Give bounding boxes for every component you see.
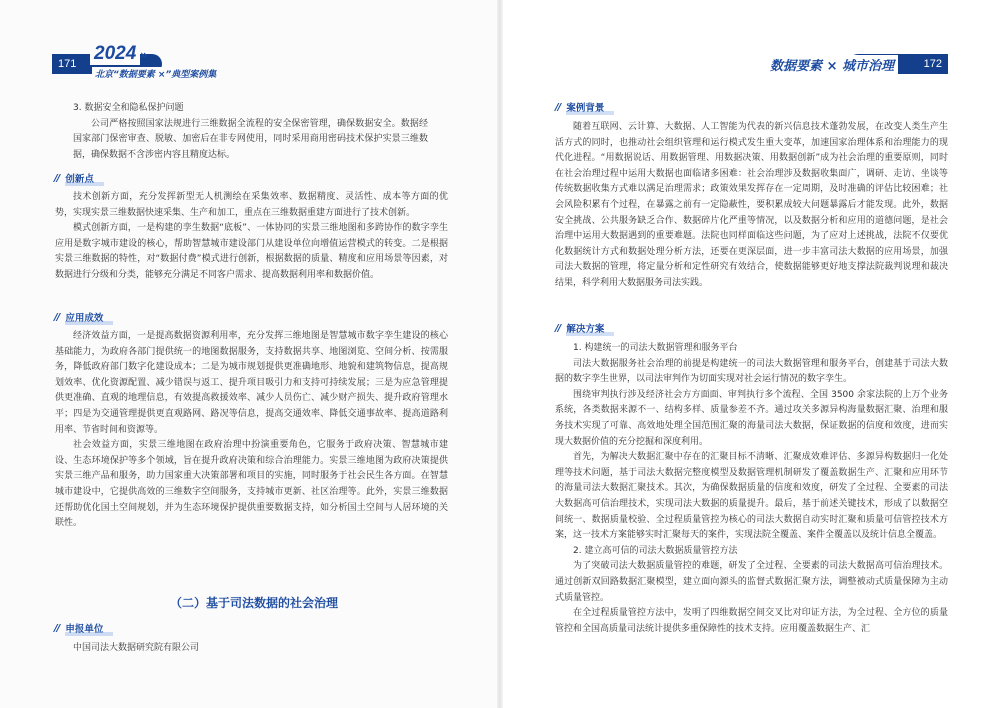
paragraph: 随着互联网、云计算、大数据、人工智能为代表的新兴信息技术蓬勃发展，在改变人类生产生活方式的同时，也推动社会组织管理和运行模式发生重大变革，加速国家治理体系和治理能力的现代化进程。“用数据说话、用数据管理、用数据决策、用数据创新”成为社会治理的重要原则，同时在社会治理过程中运用大数据也面临诸多困难：社会治理涉及数据收集面广，调研、走访、坐谈等传统数据收集方式难以满足治理需求；政策效果发挥存在一定周期，及时准确的评估比较困难；社会风险积累有个过程，在暴露之前有一定隐蔽性，要积累成较大问题暴露后才能发现。此外，数据安全挑战、公共服务缺乏合作、数据碎片化严重等情况，以及数据分析和应用的道德问题，是社会治理中运用大数据遇到的重要难题。法院也同样面临这些问题，为了应对上述挑战，法院不仅要优化数据统计方式和数据处理分析方法，还要在更深层面，进一步丰富司法大数据的应用场景，加强司法大数据的管理，将定量分析和定性研究有效结合，使数据能够更好地支撑法院裁判说理和裁决结果，科学利用大数据服务司法实践。 [555, 122, 948, 288]
header-section-title: 数据要素 × 城市治理 [766, 55, 898, 74]
paragraph: 技术创新方面，充分发挥新型无人机测绘在采集效率、数据精度、灵活性、成本等方面的优势，实现实景三维数据快速采集、生产和加工，重点在三维数据重建方面进行了技术创新。 [55, 192, 448, 218]
section-label-innovation: // 创新点 [54, 171, 104, 185]
header-book-title: 北京“数据要素 ×”典型案例集 [92, 67, 219, 80]
security-block [73, 101, 428, 163]
slash-marker-icon: // [555, 101, 561, 113]
subheading: 1. 构建统一的司法大数据管理和服务平台 [573, 343, 738, 353]
applicant-name: 中国司法大数据研究院有限公司 [73, 643, 200, 653]
slash-marker-icon: // [54, 311, 60, 323]
innovation-block [55, 190, 448, 284]
book-spine-shadow [497, 0, 503, 708]
paragraph: 公司严格按照国家法规进行三维数据全流程的安全保密管理，确保数据安全。数据经国家部门保密审查、脱敏、加密后在非专网使用，同时采用商用密码技术保护实景三维数据，确保数据不含涉密内容且精度达标。 [73, 118, 428, 160]
solution-block [555, 341, 948, 637]
applicant-block [73, 641, 433, 657]
slash-marker-icon: // [54, 172, 60, 184]
slash-marker-icon: // [54, 622, 60, 634]
paragraph: 围绕审判执行涉及经济社会方方面面、审判执行多个流程、全国 3500 余家法院的上万个业务系统，各类数据来源不一、结构多样、质量参差不齐。通过攻关多源异构海量数据汇聚、治理和服务技术实现了可靠、高效地处理全国范围汇聚的海量司法大数据，保证数据的信度和效度，进而实现大数据价值的充分挖掘和深度利用。 [555, 389, 948, 447]
subheading: 3. 数据安全和隐私保护问题 [73, 103, 184, 113]
paragraph: 模式创新方面，一是构建的孪生数据“底板”、一体协同的实景三维地图和多跨协作的数字孪生应用是数字城市建设的核心，帮助智慧城市建设部门从建设单位向增值运营模式的转变。二是根据实景三维数据的特性，对“数据付费”模式进行创新，根据数据的质量、精度和应用场景等因素，对数据进行分级和分类，能够充分满足不同客户需求、提高数据利用率和数据价值。 [55, 223, 448, 280]
paragraph: 经济效益方面，一是提高数据资源利用率，充分发挥三维地图是智慧城市数字孪生建设的核心基础能力，为政府各部门提供统一的地图数据服务，支持数据共享、地图浏览、空间分析、按需服务，降低政府部门数字化建设成本；二是为城市规划提供更准确地形、地貌和建筑物信息，提高规划效率、优化资源配置、减少错误与返工、提升项目吸引力和支持可持续发展；三是为应急管理提供更准确、直观的地理信息，有效提高救援效率、减少人员伤亡、减少财产损失、提升政府管理水平；四是为交通管理提供更直观路网、路况等信息，提高交通效率、降低交通事故率、提高道路利用率、节省时间和资源等。 [55, 331, 448, 435]
paragraph: 首先，为解决大数据汇聚中存在的汇聚目标不清晰、汇聚成效难评估、多源异构数据归一化处理等技术问题，基于司法大数据完整度模型及数据管理机制研发了覆盖数据生产、汇聚和应用环节的海量司法大数据汇聚技术。其次，为确保数据质量的信度和效度，研发了全过程、全要素的司法大数据高可信治理技术，实现司法大数据的质量提升。最后，基于前述关键技术，形成了以数据空间统一、数据质量校验、全过程质量管控为核心的司法大数据自动实时汇聚和质量可信管控技术方案，这一技术方案能够实时汇聚每天的案件，实现法院全覆盖、案件全覆盖以及统计信息全覆盖。 [555, 452, 948, 541]
paragraph: 为了突破司法大数据质量管控的难题，研发了全过程、全要素的司法大数据高可信治理技术。通过创新双回路数据汇聚模型，建立面向源头的监督式数据汇聚方法，调整被动式质量保障为主动式质量管控。 [555, 561, 948, 603]
paragraph: 在全过程质量管控方法中，发明了四维数据空间交叉比对印证方法，为全过程、全方位的质量管控和全国高质量司法统计提供多重保障性的技术支持。应用覆盖数据生产、汇 [555, 608, 948, 634]
section-label-solution: // 解决方案 [555, 321, 614, 335]
header-year-logo: 2024 [90, 43, 140, 65]
paragraph: 司法大数据服务社会治理的前提是构建统一的司法大数据管理和服务平台，创建基于司法大数据的数字孪生世界，以司法审判作为切面实现对社会运行情况的数字孪生。 [555, 358, 948, 385]
section-label-applicant: // 申报单位 [54, 621, 113, 635]
paragraph: 社会效益方面，实景三维地图在政府治理中扮演重要角色，它服务于政府决策、智慧城市建设、生态环境保护等多个领域，旨在提升政府决策和综合治理能力。实景三维地图为政府决策提供实景三维产品和服务，助力国家重大决策部署和项目的实施，同时服务于社会民生各方面。在智慧城市建设中，它提供高效的三维数字空间服务，支持城市更新、社区治理等。此外，实景三维数据还帮助优化国土空间规划，并为生态环境保护提供重要数据支持，如分析国土空间与人居环境的关联性。 [55, 440, 448, 529]
section-label-background: // 案例背景 [555, 100, 614, 114]
page-number: 172 [923, 58, 942, 70]
page-number: 171 [58, 58, 77, 70]
chevron-decoration-icon: » [140, 48, 148, 62]
right-page [500, 0, 1000, 708]
background-block [555, 120, 948, 292]
chapter-heading: （二）基于司法数据的社会治理 [170, 596, 339, 610]
results-block [55, 329, 448, 532]
slash-marker-icon: // [555, 322, 561, 334]
section-label-results: // 应用成效 [54, 310, 113, 324]
subheading: 2. 建立高可信的司法大数据质量管控方法 [573, 545, 738, 556]
